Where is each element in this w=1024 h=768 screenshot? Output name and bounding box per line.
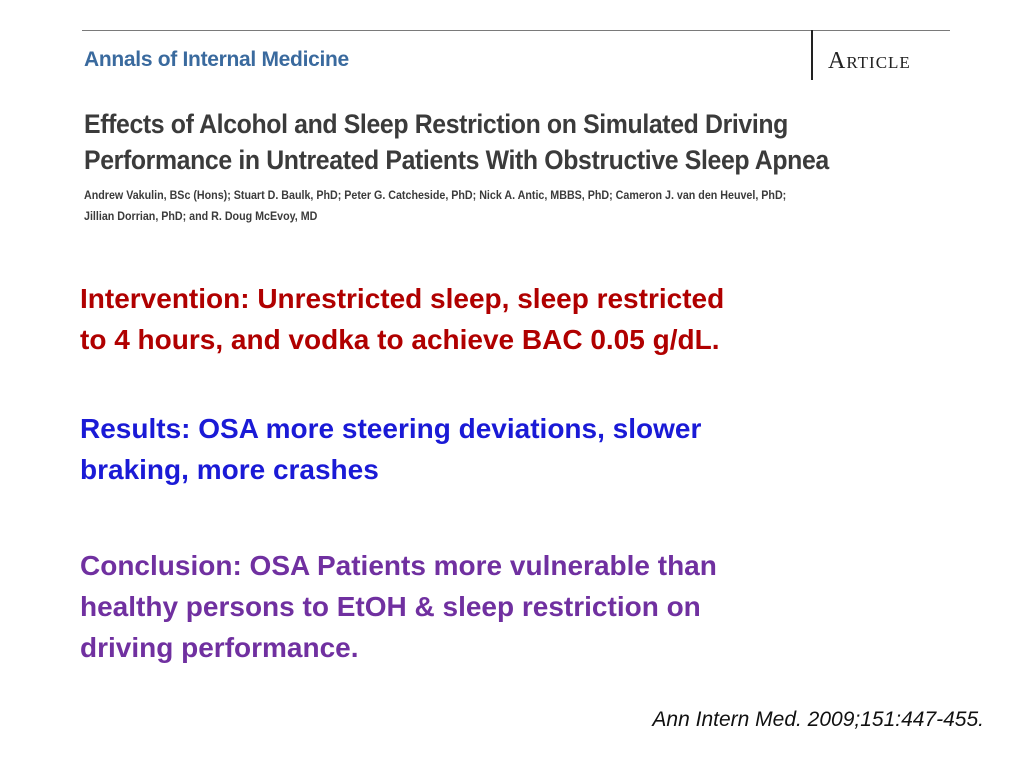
article-authors — [84, 186, 921, 228]
conclusion-line-2: healthy persons to EtOH & sleep restriction on — [80, 591, 701, 622]
header-vertical-rule — [811, 30, 813, 80]
citation: Ann Intern Med. 2009;151:447-455. — [652, 708, 984, 731]
results-line-1: Results: OSA more steering deviations, slower — [80, 413, 702, 444]
intervention-line-2: to 4 hours, and vodka to achieve BAC 0.05 g/dL. — [80, 324, 720, 355]
results-text — [80, 408, 701, 490]
journal-header-image — [82, 30, 950, 228]
article-title — [84, 106, 875, 178]
results-line-2: braking, more crashes — [80, 454, 379, 485]
header-top-rule — [82, 30, 950, 31]
conclusion-text — [80, 545, 717, 668]
conclusion-line-1: Conclusion: OSA Patients more vulnerable than — [80, 550, 717, 581]
intervention-line-1: Intervention: Unrestricted sleep, sleep restricted — [80, 283, 725, 314]
intervention-text — [80, 278, 724, 360]
article-authors-line-1: Andrew Vakulin, BSc (Hons); Stuart D. Baulk, PhD; Peter G. Catcheside, PhD; Nick A. Antic, MBBS, PhD; Cameron J. van den Heuvel, PhD; — [84, 190, 787, 202]
article-tag: Article — [828, 48, 911, 74]
conclusion-line-3: driving performance. — [80, 632, 359, 663]
article-title-line-2: Performance in Untreated Patients With Obstructive Sleep Apnea — [84, 145, 829, 175]
article-title-line-1: Effects of Alcohol and Sleep Restriction on Simulated Driving — [84, 109, 789, 139]
article-authors-line-2: Jillian Dorrian, PhD; and R. Doug McEvoy, MD — [84, 211, 318, 223]
journal-name: Annals of Internal Medicine — [84, 48, 349, 71]
